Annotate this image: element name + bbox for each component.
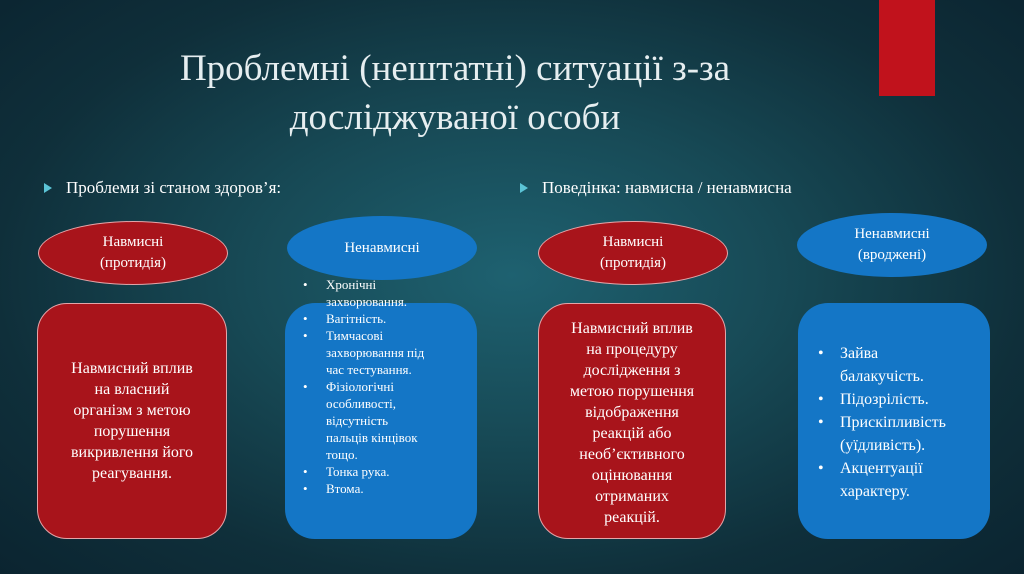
bullet-health <box>44 178 281 198</box>
bullet-health-label: Проблеми зі станом здоров’я: <box>66 178 282 197</box>
triangle-bullet-icon <box>44 183 52 193</box>
triangle-bullet-icon <box>520 183 528 193</box>
list-item: • Фізіологічні особливості, відсутність пальців кінцівок тощо. <box>326 378 476 463</box>
accent-bar <box>879 0 935 96</box>
bullet-behavior-label: Поведінка: навмисна / ненавмисна <box>542 178 792 197</box>
slide-title <box>60 44 850 142</box>
oval-behavior-unintentional <box>797 213 987 277</box>
title-text: Проблемні (нештатні) ситуації з-за досліджуваної особи <box>179 48 731 138</box>
oval-line-1: Ненавмисні <box>854 226 930 242</box>
list-item: • Акцентуації характеру. <box>840 457 990 503</box>
list-item: • Втома. <box>326 480 476 497</box>
behavior-intentional-text: Навмисний вплив на процедуру дослідження з метою порушення відображення реакцій або необ’єктивного оцінювання отриманих реакцій. <box>569 320 695 526</box>
health-intentional-text: Навмисний вплив на власний організм з метою порушення викривлення його реагування. <box>70 360 194 482</box>
oval-health-intentional <box>38 221 228 285</box>
oval-line-2: (вроджені) <box>857 247 927 263</box>
health-unintentional-list <box>326 276 476 497</box>
oval-line-1: Навмисні <box>602 234 664 250</box>
list-item: • Прискіпливість (уїдливість). <box>840 411 990 457</box>
list-item: • Тонка рука. <box>326 463 476 480</box>
health-intentional-box <box>37 303 227 539</box>
oval-line-1: Навмисні <box>102 234 164 250</box>
list-item: • Підозрілість. <box>840 388 990 411</box>
behavior-intentional-box <box>538 303 726 539</box>
list-item: • Хронічні захворювання. <box>326 276 476 310</box>
list-item: • Зайва балакучість. <box>840 342 990 388</box>
oval-behavior-intentional <box>538 221 728 285</box>
behavior-unintentional-list <box>840 342 990 503</box>
list-item: • Вагітність. <box>326 310 476 327</box>
oval-line-2: (протидія) <box>99 255 167 271</box>
oval-line-2: (протидія) <box>599 255 667 271</box>
oval-health-unintentional <box>287 216 477 280</box>
oval-line-1: Ненавмисні <box>344 239 420 256</box>
list-item: • Тимчасові захворювання під час тестування. <box>326 327 476 378</box>
bullet-behavior <box>520 178 792 198</box>
